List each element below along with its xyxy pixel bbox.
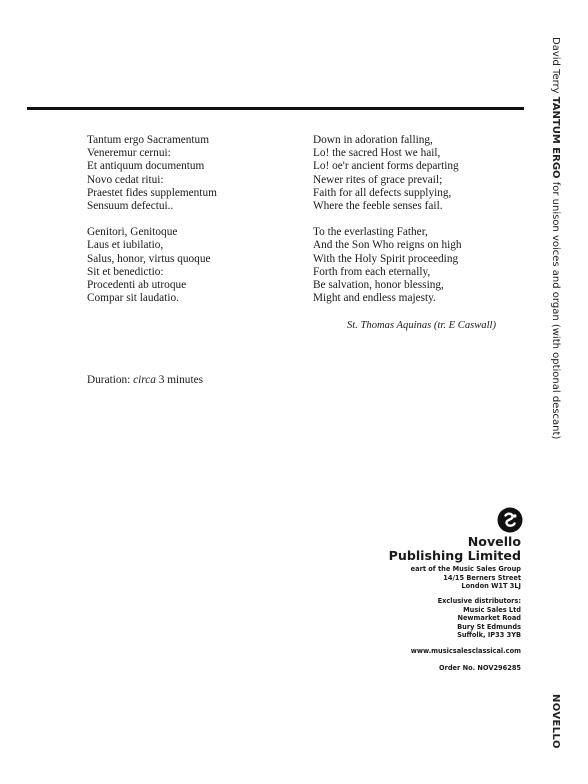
- distributor-line: Newmarket Road: [457, 614, 521, 623]
- spine-composer: David Terry: [550, 37, 561, 97]
- english-line: Be salvation, honor blessing,: [313, 279, 444, 292]
- latin-line: Novo cedat ritui:: [87, 173, 164, 186]
- distributor-line: Bury St Edmunds: [457, 622, 521, 631]
- english-line: Faith for all defects supplying,: [313, 186, 452, 199]
- publisher-name: [389, 535, 521, 563]
- english-stanza-1: [313, 134, 462, 213]
- distributor-line: Exclusive distributors:: [437, 597, 521, 605]
- distributor-address: [438, 597, 521, 640]
- latin-text: [87, 134, 217, 318]
- english-line: Might and endless majesty.: [313, 292, 436, 305]
- publisher-name-line1: Novello: [467, 534, 521, 549]
- latin-stanza-1: [87, 134, 217, 213]
- duration-note: [87, 374, 203, 386]
- english-line: And the Son Who reigns on high: [313, 239, 462, 252]
- latin-line: Praestet fides supplementum: [87, 186, 217, 199]
- english-stanza-2: [313, 226, 462, 305]
- publisher-website: www.musicsalesclassical.com: [410, 647, 521, 655]
- english-line: Lo! the sacred Host we hail,: [313, 147, 441, 160]
- latin-line: Compar sit laudatio.: [87, 292, 179, 305]
- duration-prefix: Duration:: [87, 374, 134, 386]
- header-rule: [27, 107, 524, 110]
- english-line: Forth from each eternally,: [313, 265, 431, 278]
- order-number: Order No. NOV296285: [438, 664, 521, 672]
- latin-line: Sit et benedictio:: [87, 265, 164, 278]
- address-line: eart of the Music Sales Group: [410, 565, 521, 573]
- spine-scoring: for unison voices and organ (with optional descant): [550, 178, 561, 440]
- latin-line: Procedenti ab utroque: [87, 279, 187, 292]
- english-line: Newer rites of grace prevail;: [313, 173, 443, 186]
- latin-line: Tantum ergo Sacramentum: [87, 134, 209, 146]
- latin-line: Laus et iubilatio,: [87, 239, 164, 252]
- english-line: Where the feeble senses fail.: [313, 200, 443, 213]
- english-line: Down in adoration falling,: [313, 134, 433, 146]
- spine-brand: NOVELLO: [550, 694, 561, 749]
- latin-line: Veneremur cernui:: [87, 147, 171, 160]
- address-line: London W1T 3LJ: [461, 582, 521, 591]
- distributor-line: Music Sales Ltd: [463, 605, 521, 614]
- latin-line: Et antiquum documentum: [87, 160, 205, 173]
- duration-circa: circa: [133, 374, 156, 386]
- translation-attribution: St. Thomas Aquinas (tr. E Caswall): [347, 320, 497, 331]
- latin-line: Sensuum defectui..: [87, 200, 174, 213]
- english-text: [313, 134, 462, 318]
- latin-line: Salus, honor, virtus quoque: [87, 252, 211, 265]
- duration-suffix: 3 minutes: [155, 374, 203, 386]
- english-line: With the Holy Spirit proceeding: [313, 252, 459, 265]
- novello-logo-icon: [497, 507, 523, 533]
- latin-stanza-2: [87, 226, 217, 305]
- spine-title: [550, 37, 561, 439]
- latin-line: Genitori, Genitoque: [87, 226, 178, 239]
- distributor-line: Suffolk, IP33 3YB: [457, 631, 521, 640]
- publisher-address: [411, 565, 521, 591]
- english-line: To the everlasting Father,: [313, 226, 428, 239]
- spine-work-title: TANTUM ERGO: [550, 96, 561, 179]
- publisher-name-line2: Publishing Limited: [388, 548, 521, 563]
- english-line: Lo! oe'r ancient forms departing: [313, 160, 459, 173]
- address-line: 14/15 Berners Street: [443, 573, 521, 582]
